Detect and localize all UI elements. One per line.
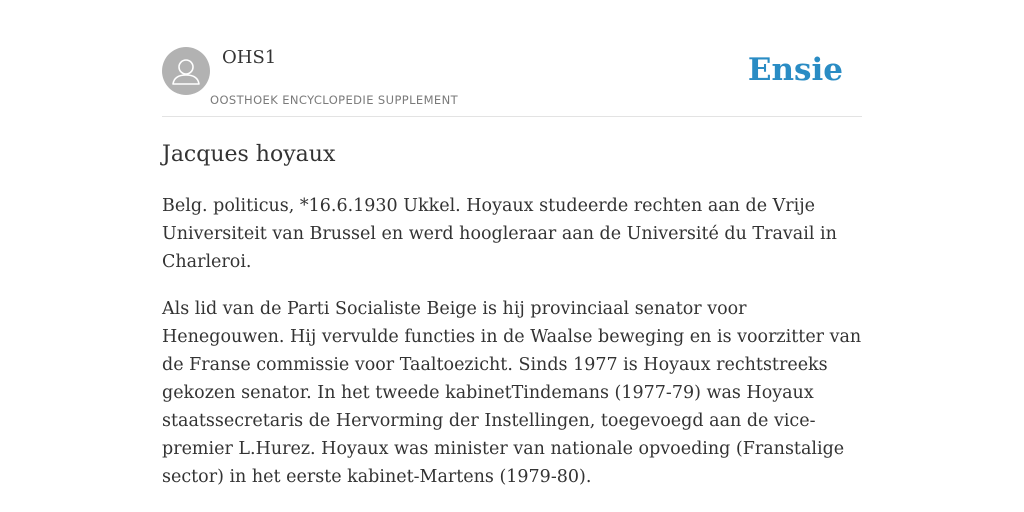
brand-logo[interactable]: Ensie (747, 52, 843, 88)
author-name[interactable]: OHS1 (222, 47, 277, 68)
article-header (162, 46, 862, 117)
article-paragraph: Als lid van de Parti Socialiste Beige is hij provinciaal senator voor Henegouwen. Hij vervulde functies in de Waalse beweging en is voorzitter van de Franse commissie voor Taaltoezicht. Sinds 1977 is Hoyaux rechtstreeks gekozen senator. In het tweede kabinetTindemans (1977-79) was Hoyaux staatssecretaris de Hervorming der Instellingen, toegevoegd aan de vice-premier L.Hurez. Hoyaux was minister van nationale opvoeding (Franstalige sector) in het eerste kabinet-Martens (1979-80). (162, 299, 862, 487)
author-avatar[interactable] (162, 47, 210, 95)
source-label: OOSTHOEK ENCYCLOPEDIE SUPPLEMENT (210, 93, 459, 107)
user-icon (162, 47, 210, 95)
article-title: Jacques hoyaux (162, 142, 336, 167)
article-paragraph: Belg. politicus, *16.6.1930 Ukkel. Hoyaux studeerde rechten aan de Vrije Universiteit van Brussel en werd hoogleraar aan de Université du Travail in Charleroi. (162, 196, 837, 272)
article-body (162, 192, 872, 510)
